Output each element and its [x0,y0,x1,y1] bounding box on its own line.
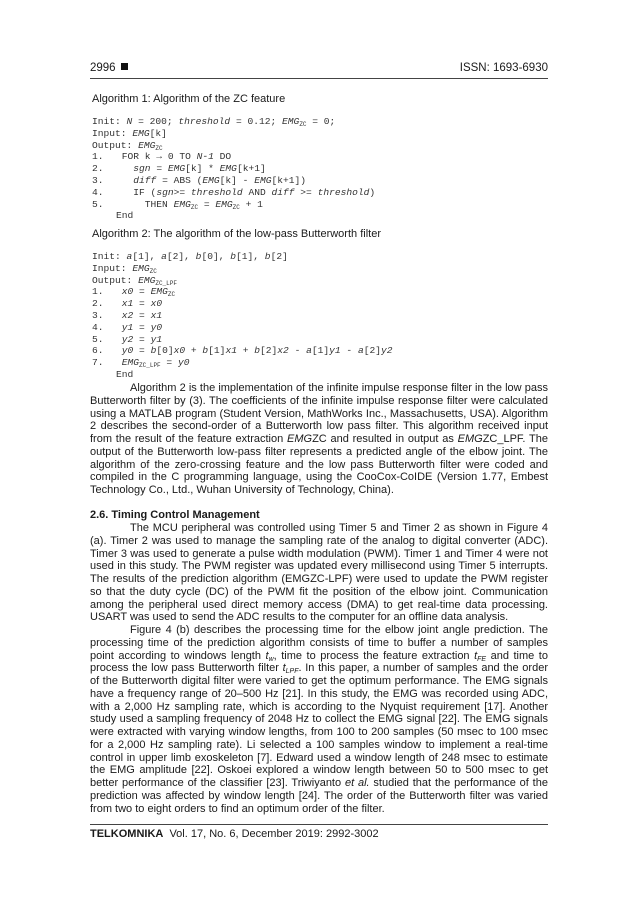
algorithm1-output: Output: $EMG_{ZC}$ [92,139,163,152]
page-number-block [90,62,128,74]
algorithm2-step: 1. $x0 = EMG_{ZC}$ [92,286,176,299]
algorithm2-step: 7. $EMG_{ZC\_LPF} = y0$ [92,357,190,370]
page-number: 2996 [90,62,116,74]
algorithm2-step: 5. y2 = y1 [92,333,163,345]
algorithm1-init: Init: N = 200; threshold = 0.12; $EMG_{ZC} = 0$; [92,116,336,128]
issn: ISSN: 1693-6930 [459,62,548,74]
algorithm1-step: 1. FOR k → 0 TO N-1 DO [92,151,232,163]
section-heading: 2.6. Timing Control Management [90,509,260,521]
algorithm2-step: 6. y0 = b[0]x0 + b[1]x1 + b[2]x2 - a[1]y1 - a[2]y2 [92,345,393,357]
algorithm1-step: 5. THEN $EMG_{ZC} = EMG_{ZC} + 1$ [92,198,263,211]
journal-name: TELKOMNIKA [90,828,164,840]
square-bullet-icon [121,63,128,70]
algorithm1-caption: Algorithm 1: Algorithm of the ZC feature [92,93,286,105]
algorithm2-step: 4. y1 = y0 [92,321,163,333]
algorithm1-end: End [116,210,134,222]
algorithm2-init: Init: a[1], a[2], b[0], b[1], b[2] [92,251,288,262]
algorithm2-input: Input: $EMG_{ZC}$ [92,262,157,275]
algorithm2-end: End [116,368,134,380]
body-paragraph-1: Algorithm 2 is the implementation of the infinite impulse response filter in the low pass Butterworth filter by (3). The coefficients of the infinite impulse response filter were calculated using a MATLAB program (Student Version, MathWorks Inc., Massachusetts, USA). Algorithm 2 describes the second-order of a Butterworth low pass filter. This algorithm received input from the result of the feature extraction EMGZC and resulted in output as EMGZC_LPF. The output of the Butterworth low-pass filter represents a predicted angle of the elbow joint. The algorithm of the zero-crossing feature and the low pass Butterworth filter were coded and compiled in the C programming language, using the CooCox-CoIDE (Version 1.77, Embest Technology Co., Ltd., Wuhan University of Technology, China). [90,382,549,496]
journal-citation: Vol. 17, No. 6, December 2019: 2992-3002 [169,828,379,840]
algorithm1-step: 4. IF (sgn>= threshold AND diff >= threshold) [92,186,376,198]
running-footer [90,828,379,840]
algorithm1-block [92,116,375,222]
algorithm2-output: Output: $EMG_{ZC\_LPF}$ [92,274,177,287]
algorithm2-step: 3. x2 = x1 [92,309,163,321]
body-paragraph-2: The MCU peripheral was controlled using Timer 5 and Timer 2 as shown in Figure 4 (a). Timer 2 was used to manage the sampling rate of the analog to digital converter (ADC). Timer 3 was used to generate a pulse width modulation (PWM). Timer 1 and Timer 4 were not used in this study. The PWM register was updated every millisecond using Timer 5 interrupts. The results of the prediction algorithm (EMGZC-LPF) were used to update the PWM register so that the duty cycle (DC) of the PWM fit the position of the elbow joint. Communication among the peripheral used direct memory access (DMA) to get real-time data processing. USART was used to send the ADC results to the computer for an offline data analysis. [90,522,548,624]
algorithm1-step: 2. sgn = EMG[k] * EMG[k+1] [92,163,266,175]
body-paragraph-3: Figure 4 (b) describes the processing time for the elbow joint angle prediction. The processing time of the prediction algorithm consists of time to buffer a number of samples point according to windows length $t_w$, time to process the feature extraction $t_{FE}$ and time to process the low pass Butterworth filter $t_{LPF}$. In this paper, a number of samples and the order of the Butterworth digital filter were varied to get the optimum performance. The EMG signals have a frequency range of 20–500 Hz [21]. In this study, the EMG was recorded using ADC, with a 2,000 Hz sampling rate, which is according to the Nyquist requirement [17]. Another study used a sampling frequency of 2048 Hz to collect the EMG signal [22]. The EMG signals were extracted with varying window lengths, from 100 to 200 samples (50 msec to 100 msec for a 2,000 Hz sampling rate). Li selected a 100 samples window to implement a real-time control in upper limb exoskeleton [7]. Edward used a window length of 248 msec to estimate the EMG amplitude [22]. Oskoei explored a window length between 50 to 500 msec to get better performance of the classifier [23]. Triwiyanto et al. studied that the performance of the prediction was affected by window length [24]. The order of the Butterworth filter was varied from two to eight orders to find an optimum order of the filter. [90,624,548,815]
algorithm1-input: Input: EMG[k] [92,127,167,139]
footer-rule [90,824,548,825]
running-header [90,60,548,76]
header-rule [90,78,548,79]
algorithm1-step: 3. diff = ABS (EMG[k] - EMG[k+1]) [92,174,307,186]
algorithm2-step: 2. x1 = x0 [92,298,163,310]
algorithm2-caption: Algorithm 2: The algorithm of the low-pass Butterworth filter [92,228,381,240]
algorithm2-block [92,251,393,381]
